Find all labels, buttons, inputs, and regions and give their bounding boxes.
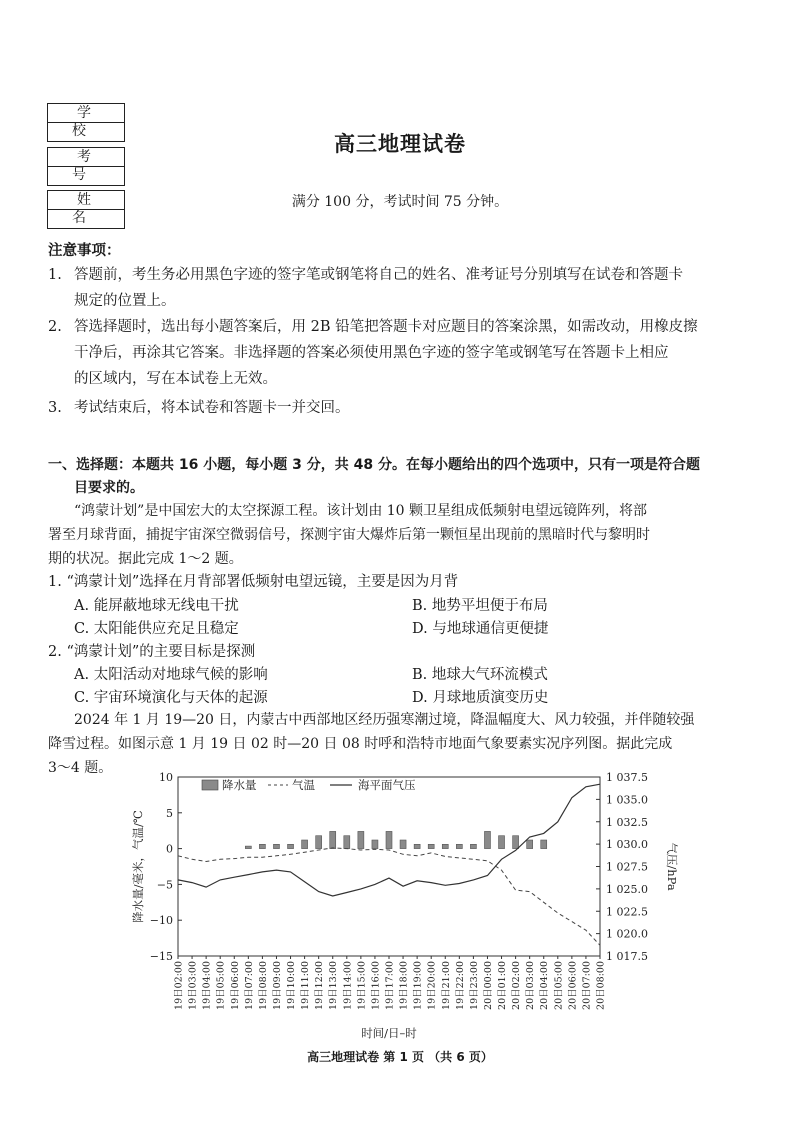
precipitation-bar <box>442 844 448 848</box>
precipitation-bar <box>513 836 519 849</box>
x-axis-tick-label: 19日11:00 <box>300 961 312 1010</box>
precipitation-bar <box>541 840 547 849</box>
x-axis-tick-label: 19日20:00 <box>426 961 438 1010</box>
right-axis-tick-label: 1 037.5 <box>606 771 648 784</box>
x-axis-tick-label: 19日04:00 <box>201 961 213 1010</box>
question-2-option-d[interactable]: D. 月球地质演变历史 <box>412 690 549 706</box>
note-1-num: 1. <box>48 267 62 283</box>
x-axis-tick-label: 19日19:00 <box>412 961 424 1010</box>
x-axis-tick-label: 19日09:00 <box>271 961 283 1010</box>
x-axis-tick-label: 20日07:00 <box>581 961 593 1010</box>
question-1-option-a[interactable]: A. 能屏蔽地球无线电干扰 <box>74 598 239 614</box>
x-axis-tick-label: 19日10:00 <box>286 961 298 1010</box>
x-axis-tick-label: 20日03:00 <box>525 961 537 1010</box>
x-axis-tick-label: 19日23:00 <box>468 961 480 1010</box>
exam-subtitle: 满分 100 分，考试时间 75 分钟。 <box>291 194 509 210</box>
precipitation-bar <box>288 844 294 848</box>
legend-temperature-label: 气温 <box>292 778 315 792</box>
x-axis-tick-label: 20日04:00 <box>539 961 551 1010</box>
right-axis-tick-label: 1 017.5 <box>606 950 648 963</box>
question-2-option-c[interactable]: C. 宇宙环境演化与天体的起源 <box>74 690 268 706</box>
right-axis-tick-label: 1 030.0 <box>606 838 648 852</box>
passage-1-line-1: “鸿蒙计划”是中国宏大的太空探源工程。该计划由 10 颗卫星组成低频射电望远镜阵列，将部 <box>74 503 648 519</box>
precipitation-bar <box>273 844 279 848</box>
left-axis-tick-label: −5 <box>156 878 173 892</box>
note-3-num: 3. <box>48 400 62 416</box>
precipitation-bar <box>259 844 265 848</box>
question-2-option-b[interactable]: B. 地球大气环流模式 <box>412 667 548 683</box>
precipitation-bar <box>245 846 251 849</box>
note-2-line-2: 干净后，再涂其它答案。非选择题的答案必须使用黑色字迹的签字笔或钢笔写在答题卡上相应 <box>74 345 669 361</box>
precipitation-bar <box>456 844 462 848</box>
passage-2-line-1: 2024 年 1 月 19—20 日，内蒙古中西部地区经历强寒潮过境，降温幅度大、风力较强，并伴随较强 <box>74 712 695 728</box>
precipitation-bar <box>428 844 434 848</box>
precipitation-bar <box>302 840 308 849</box>
question-1-stem: 1. “鸿蒙计划”选择在月背部署低频射电望远镜，主要是因为月背 <box>48 574 459 590</box>
precipitation-bar <box>358 831 364 848</box>
x-axis-tick-label: 19日18:00 <box>398 961 410 1010</box>
right-axis-tick-label: 1 022.5 <box>606 905 648 919</box>
precipitation-bar <box>372 840 378 849</box>
right-axis-tick-label: 1 027.5 <box>606 860 648 874</box>
section-1-heading-line-2: 目要求的。 <box>74 480 144 496</box>
left-axis-tick-label: 10 <box>159 771 173 784</box>
x-axis-tick-label: 19日13:00 <box>328 961 340 1010</box>
left-axis-tick-label: −10 <box>149 914 173 928</box>
x-axis-tick-label: 19日15:00 <box>356 961 368 1010</box>
page-footer: 高三地理试卷 第 1 页 （共 6 页） <box>307 1050 493 1064</box>
left-axis-title: 降水量/毫米，气温/℃ <box>131 810 145 923</box>
question-2-option-a[interactable]: A. 太阳活动对地球气候的影响 <box>74 667 268 683</box>
x-axis-tick-label: 19日08:00 <box>257 961 269 1010</box>
temperature-line <box>178 848 600 945</box>
section-1-heading-line-1: 一、选择题：本题共 16 小题，每小题 3 分，共 48 分。在每小题给出的四个选项中，只有一项是符合题 <box>48 457 700 473</box>
x-axis-tick-label: 19日21:00 <box>440 961 452 1010</box>
precipitation-bar <box>499 836 505 849</box>
plot-frame <box>178 777 600 956</box>
passage-2-line-3: 3～4 题。 <box>48 760 113 776</box>
school-field-label: 学 校 <box>48 104 124 123</box>
precipitation-bar <box>386 831 392 848</box>
x-axis-tick-label: 20日06:00 <box>567 961 579 1010</box>
x-axis-tick-label: 20日08:00 <box>595 961 607 1010</box>
right-axis-tick-label: 1 020.0 <box>606 927 648 941</box>
passage-1-line-2: 署至月球背面，捕捉宇宙深空微弱信号，探测宇宙大爆炸后第一颗恒星出现前的黑暗时代与黎明时 <box>48 527 650 543</box>
x-axis-tick-label: 19日06:00 <box>229 961 241 1010</box>
passage-2-line-2: 降雪过程。如图示意 1 月 19 日 02 时—20 日 08 时呼和浩特市地面气象要素实况序列图。据此完成 <box>48 736 673 752</box>
exam-number-field-label: 考 号 <box>48 148 124 167</box>
precipitation-bar <box>414 844 420 848</box>
x-axis-tick-label: 20日02:00 <box>511 961 523 1010</box>
x-axis-tick-label: 19日05:00 <box>215 961 227 1010</box>
question-1-option-d[interactable]: D. 与地球通信更便捷 <box>412 621 549 637</box>
page-title: 高三地理试卷 <box>334 132 466 156</box>
left-axis-tick-label: 0 <box>166 842 173 856</box>
x-axis-title: 时间/日–时 <box>361 1026 417 1040</box>
x-axis-tick-label: 19日17:00 <box>384 961 396 1010</box>
right-axis-tick-label: 1 032.5 <box>606 815 648 829</box>
right-axis-tick-label: 1 025.0 <box>606 882 648 896</box>
question-2-stem: 2. “鸿蒙计划”的主要目标是探测 <box>48 644 256 660</box>
x-axis-tick-label: 19日14:00 <box>342 961 354 1010</box>
x-axis-tick-label: 20日05:00 <box>553 961 565 1010</box>
precipitation-bar <box>330 831 336 848</box>
note-2-num: 2. <box>48 319 62 335</box>
left-axis-tick-label: 5 <box>166 806 173 820</box>
note-1-line-1: 答题前，考生务必用黑色字迹的签字笔或钢笔将自己的姓名、准考证号分别填写在试卷和答题卡 <box>74 267 683 283</box>
x-axis-tick-label: 19日22:00 <box>454 961 466 1010</box>
x-axis-tick-label: 19日07:00 <box>243 961 255 1010</box>
notes-heading: 注意事项： <box>48 243 121 259</box>
x-axis-tick-label: 19日02:00 <box>173 961 185 1010</box>
note-1-line-2: 规定的位置上。 <box>74 293 176 309</box>
right-axis-title: 气压/hPa <box>665 842 679 891</box>
x-axis-tick-label: 19日16:00 <box>370 961 382 1010</box>
weather-chart <box>120 765 680 1045</box>
precipitation-bar <box>470 844 476 848</box>
right-axis-tick-label: 1 035.0 <box>606 793 648 807</box>
question-1-option-b[interactable]: B. 地势平坦便于布局 <box>412 598 548 614</box>
precipitation-bar <box>344 836 350 849</box>
precipitation-bar <box>316 836 322 849</box>
note-2-line-1: 答选择题时，选出每小题答案后，用 2B 铅笔把答题卡对应题目的答案涂黑，如需改动，用橡皮擦 <box>74 319 698 335</box>
note-2-line-3: 的区域内，写在本试卷上无效。 <box>74 371 277 387</box>
legend-pressure-label: 海平面气压 <box>358 778 416 792</box>
name-field-label: 姓 名 <box>48 191 124 210</box>
x-axis-tick-label: 20日00:00 <box>482 961 494 1010</box>
left-axis-tick-label: −15 <box>149 950 173 963</box>
x-axis-tick-label: 19日12:00 <box>314 961 326 1010</box>
legend-precipitation-swatch <box>202 780 218 790</box>
note-3-line-1: 考试结束后，将本试卷和答题卡一并交回。 <box>74 400 350 416</box>
passage-1-line-3: 期的状况。据此完成 1～2 题。 <box>48 551 243 567</box>
precipitation-bar <box>400 840 406 849</box>
legend-precipitation-label: 降水量 <box>222 778 257 792</box>
question-1-option-c[interactable]: C. 太阳能供应充足且稳定 <box>74 621 239 637</box>
precipitation-bar <box>527 840 533 849</box>
x-axis-tick-label: 20日01:00 <box>497 961 509 1010</box>
precipitation-bar <box>484 831 490 848</box>
x-axis-tick-label: 19日03:00 <box>187 961 199 1010</box>
